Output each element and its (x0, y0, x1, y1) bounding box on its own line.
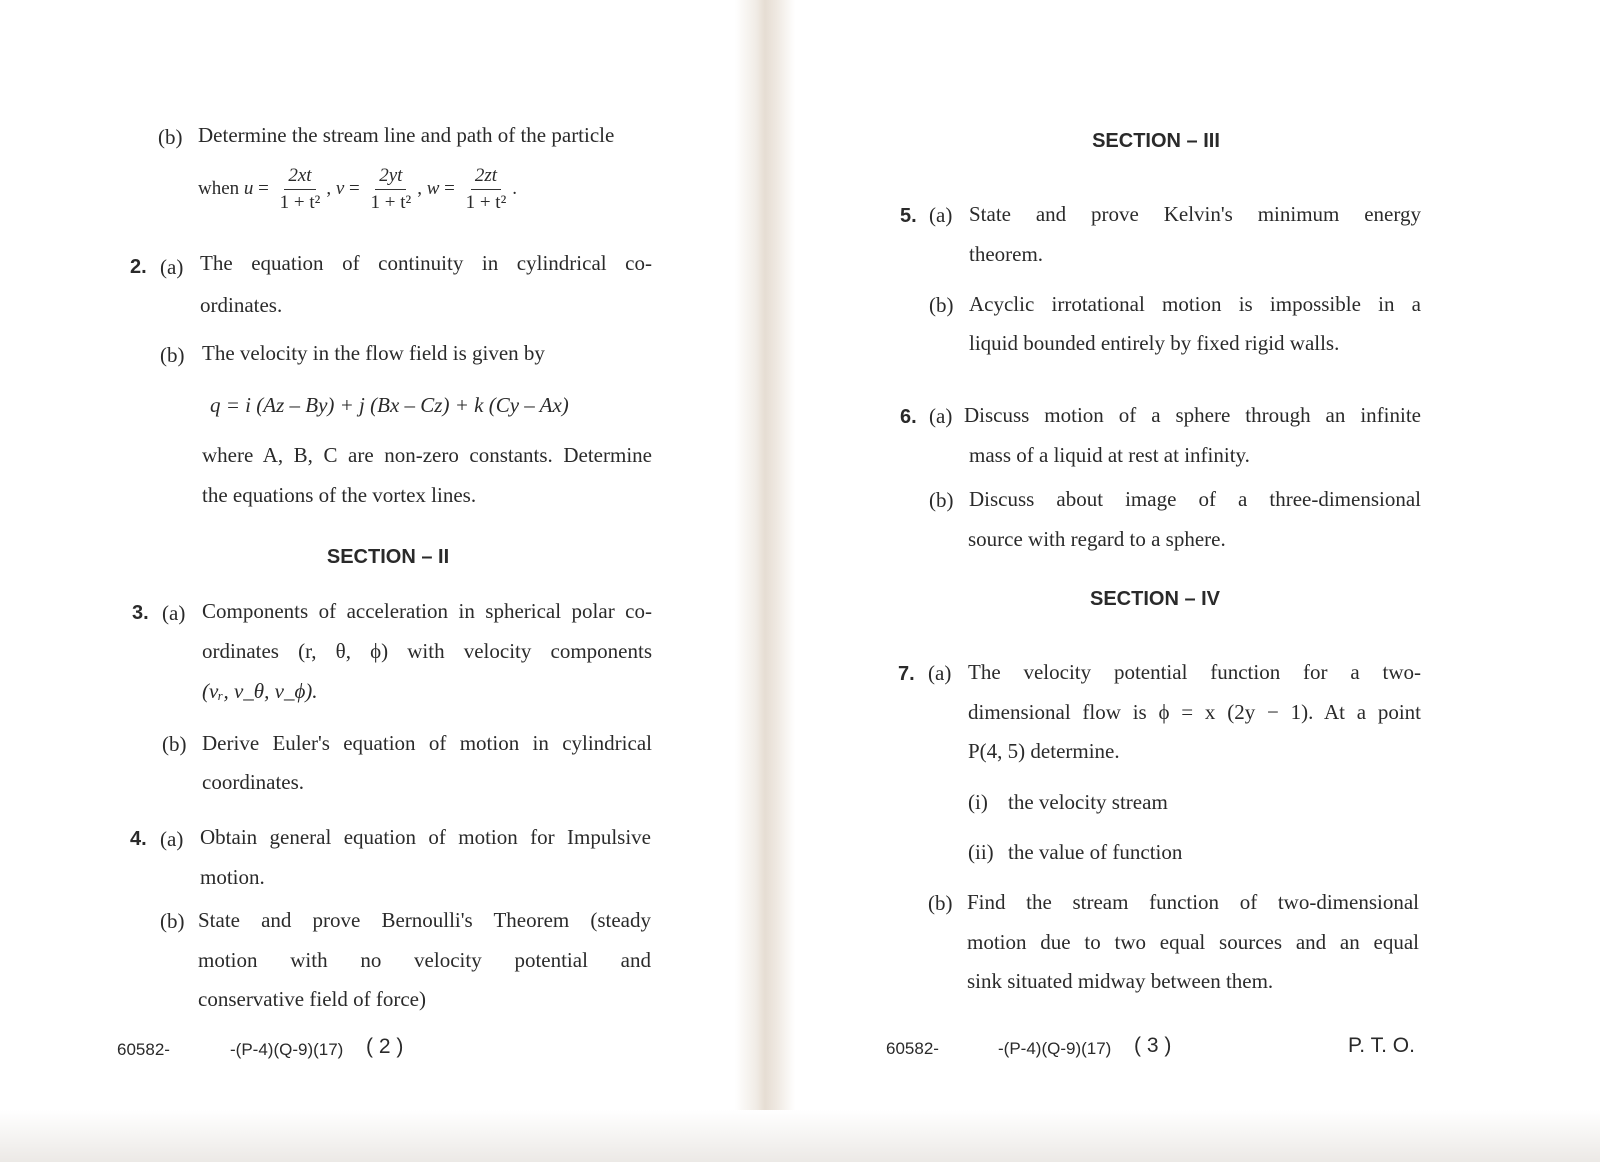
formula-var-u: u (243, 177, 254, 199)
q2a-label: (a) (160, 255, 184, 279)
q2a-text-cont: ordinates. (200, 293, 283, 317)
q7b-text-3: sink situated midway between them. (967, 969, 1274, 993)
formula-var-w: w (426, 177, 440, 199)
q4b-text-2: motion with no velocity potential and (198, 948, 651, 972)
q2b-label: (b) (160, 343, 185, 367)
q6b-label: (b) (929, 488, 954, 512)
q7a-i-label: (i) (968, 790, 988, 814)
q5a-text-2: theorem. (969, 242, 1044, 266)
q2b-text-3: the equations of the vortex lines. (202, 483, 477, 507)
scan-edge (0, 1110, 1600, 1162)
q3b-label: (b) (162, 732, 187, 756)
q3b-text-2: coordinates. (202, 770, 305, 794)
q7b-text-2: motion due to two equal sources and an equal (967, 930, 1419, 954)
section-iii-heading: SECTION – III (1092, 130, 1220, 152)
page-gutter (735, 0, 795, 1162)
q4b-text: State and prove Bernoulli's Theorem (steady (198, 908, 651, 932)
formula-eq: = (258, 177, 269, 199)
numerator: 2xt (284, 163, 315, 190)
section-ii-heading: SECTION – II (326, 546, 450, 568)
q2b-formula: q = i (Az – By) + j (Bx – Cz) + k (Cy – Ax) (210, 393, 569, 417)
q3-number: 3. (132, 602, 149, 624)
formula-text: when (198, 177, 240, 199)
q1b-label: (b) (158, 125, 183, 149)
q6a-text-2: mass of a liquid at rest at infinity. (969, 443, 1250, 467)
q7-number: 7. (898, 663, 915, 685)
page-number: ( 2 ) (366, 1035, 404, 1058)
q7a-text: The velocity potential function for a two- (968, 660, 1421, 684)
period: . (512, 177, 518, 199)
comma: , (326, 177, 332, 199)
footer-ref: -(P-4)(Q-9)(17) (998, 1039, 1112, 1058)
q3a-text: Components of acceleration in spherical polar co- (202, 599, 652, 623)
denominator: 1 + t² (279, 192, 321, 213)
q5b-label: (b) (929, 293, 954, 317)
q1b-formula (198, 163, 517, 216)
q7a-text-2: dimensional flow is ϕ = x (2y − 1). At a point (968, 700, 1421, 724)
q3a-label: (a) (162, 601, 186, 625)
fraction-u (276, 163, 325, 216)
q7a-i-text: the velocity stream (1008, 790, 1168, 814)
page-number: ( 3 ) (1134, 1034, 1172, 1057)
fraction-w (462, 163, 511, 216)
q5a-text: State and prove Kelvin's minimum energy (969, 202, 1421, 226)
q4a-label: (a) (160, 827, 184, 851)
q7a-text-3: P(4, 5) determine. (968, 739, 1120, 763)
q4a-text-2: motion. (200, 865, 265, 889)
q4a-text: Obtain general equation of motion for Impulsive (200, 825, 651, 849)
q6b-text-2: source with regard to a sphere. (968, 527, 1226, 551)
numerator: 2yt (375, 163, 406, 190)
q3a-text-3: (vᵣ, v_θ, v_ϕ). (202, 679, 318, 703)
denominator: 1 + t² (370, 192, 412, 213)
q7b-text: Find the stream function of two-dimensional (967, 890, 1419, 914)
q7b-label: (b) (928, 891, 953, 915)
q1b-text: Determine the stream line and path of the particle (198, 123, 615, 147)
formula-eq: = (444, 177, 455, 199)
q5-number: 5. (900, 205, 917, 227)
q5b-text: Acyclic irrotational motion is impossible in a (969, 292, 1421, 316)
footer-ref: -(P-4)(Q-9)(17) (230, 1040, 344, 1059)
q5a-label: (a) (929, 203, 953, 227)
q2a-text: The equation of continuity in cylindrical co- (200, 251, 652, 275)
q4-number: 4. (130, 828, 147, 850)
q6-number: 6. (900, 406, 917, 428)
section-iv-heading: SECTION – IV (1089, 588, 1221, 610)
pto-label: P. T. O. (1348, 1034, 1415, 1057)
q4b-text-3: conservative field of force) (198, 987, 426, 1011)
fraction-v (366, 163, 415, 216)
formula-var-v: v (335, 177, 345, 199)
q3b-text: Derive Euler's equation of motion in cylindrical (202, 731, 652, 755)
footer-code: 60582- (886, 1039, 939, 1058)
q7a-ii-text: the value of function (1008, 840, 1183, 864)
q2-number: 2. (130, 256, 147, 278)
footer-code: 60582- (117, 1040, 170, 1059)
q7a-ii-label: (ii) (968, 840, 994, 864)
formula-eq: = (349, 177, 360, 199)
q7a-label: (a) (928, 661, 952, 685)
q6a-text: Discuss motion of a sphere through an infinite (964, 403, 1421, 427)
q6a-label: (a) (929, 404, 953, 428)
q3a-text-2: ordinates (r, θ, ϕ) with velocity components (202, 639, 652, 663)
q5b-text-2: liquid bounded entirely by fixed rigid walls. (969, 331, 1340, 355)
q6b-text: Discuss about image of a three-dimensional (969, 487, 1421, 511)
q2b-text-2: where A, B, C are non-zero constants. Determine (202, 443, 652, 467)
comma: , (417, 177, 422, 199)
numerator: 2zt (471, 163, 501, 190)
q2b-text: The velocity in the flow field is given by (202, 341, 545, 365)
denominator: 1 + t² (465, 192, 507, 213)
q4b-label: (b) (160, 909, 185, 933)
